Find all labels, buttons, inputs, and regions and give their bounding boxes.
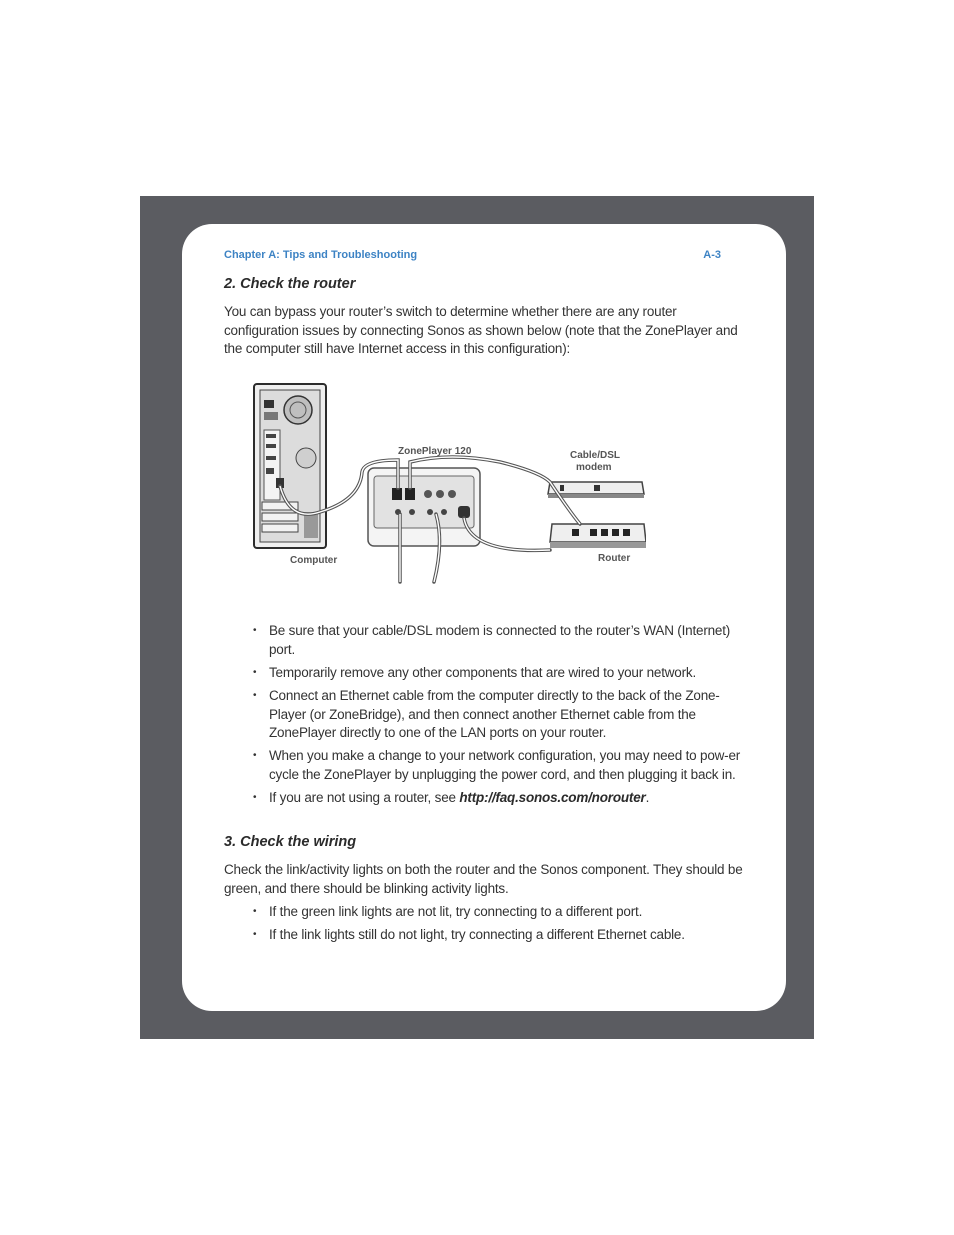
list-item — [250, 926, 748, 945]
label-modem-line1: Cable/DSL — [570, 450, 621, 461]
router-icon — [550, 524, 646, 548]
bullet-text: When you make a change to your network configuration, you may need to pow-er cycle the ZonePlayer by unplugging the power cord, and then plugging it back in. — [269, 748, 741, 782]
wiring-intro-paragraph: Check the link/activity lights on both the router and the Sonos component. They should be green, and there should be blinking activity lights. — [224, 862, 743, 896]
chapter-title: Chapter A: Tips and Troubleshooting — [224, 249, 418, 261]
section-intro-paragraph: You can bypass your router’s switch to determine whether there are any router configuration issues by connecting Sonos as shown below (note that the ZonePlayer and the computer still have Internet access in this configuration): — [224, 304, 738, 357]
router-bullet-list — [250, 622, 748, 812]
list-item — [250, 687, 748, 743]
computer-tower-icon — [254, 384, 326, 548]
label-zoneplayer: ZonePlayer 120 — [398, 446, 472, 457]
bullet-glyph: • — [253, 689, 257, 701]
bullet-glyph: • — [253, 929, 257, 941]
label-router: Router — [598, 553, 631, 564]
label-computer: Computer — [290, 555, 338, 566]
bullet-glyph: • — [253, 906, 257, 917]
bullet-text: Be sure that your cable/DSL modem is connected to the router’s WAN (Internet) port. — [269, 623, 731, 657]
list-item — [250, 747, 748, 784]
bullet-text: If you are not using a router, see — [269, 790, 460, 806]
bullet-text: Connect an Ethernet cable from the computer directly to the back of the Zone-Player (or ZoneBridge), and then connect another Ethernet cable from the ZonePlayer directly to one of the LAN ports on your router. — [269, 687, 720, 741]
network-diagram — [250, 382, 646, 584]
bullet-glyph: • — [253, 625, 257, 636]
bullet-text: If the green link lights are not lit, try connecting to a different port. — [269, 904, 643, 919]
bullet-glyph: • — [253, 792, 257, 804]
list-item — [250, 903, 748, 922]
list-item — [250, 622, 748, 659]
bullet-glyph: • — [253, 666, 257, 678]
list-item — [250, 789, 748, 808]
label-modem-line2: modem — [576, 462, 612, 473]
connection-diagram-illustration — [250, 382, 646, 584]
page-number: A-3 — [703, 249, 721, 261]
wiring-bullet-list — [250, 903, 748, 949]
bullet-text: Temporarily remove any other components that are wired to your network. — [269, 664, 697, 680]
bullet-text: If the link lights still do not light, try connecting a different Ethernet cable. — [269, 927, 685, 943]
section-heading-check-router: 2. Check the router — [224, 276, 356, 292]
norouter-link[interactable]: http://faq.sonos.com/norouter — [459, 790, 646, 806]
bullet-suffix: . — [645, 790, 650, 806]
cable-modem-icon — [548, 482, 644, 498]
section-heading-check-wiring: 3. Check the wiring — [224, 834, 357, 850]
list-item — [250, 664, 748, 683]
zoneplayer-icon — [368, 468, 480, 546]
bullet-glyph: • — [253, 750, 257, 762]
